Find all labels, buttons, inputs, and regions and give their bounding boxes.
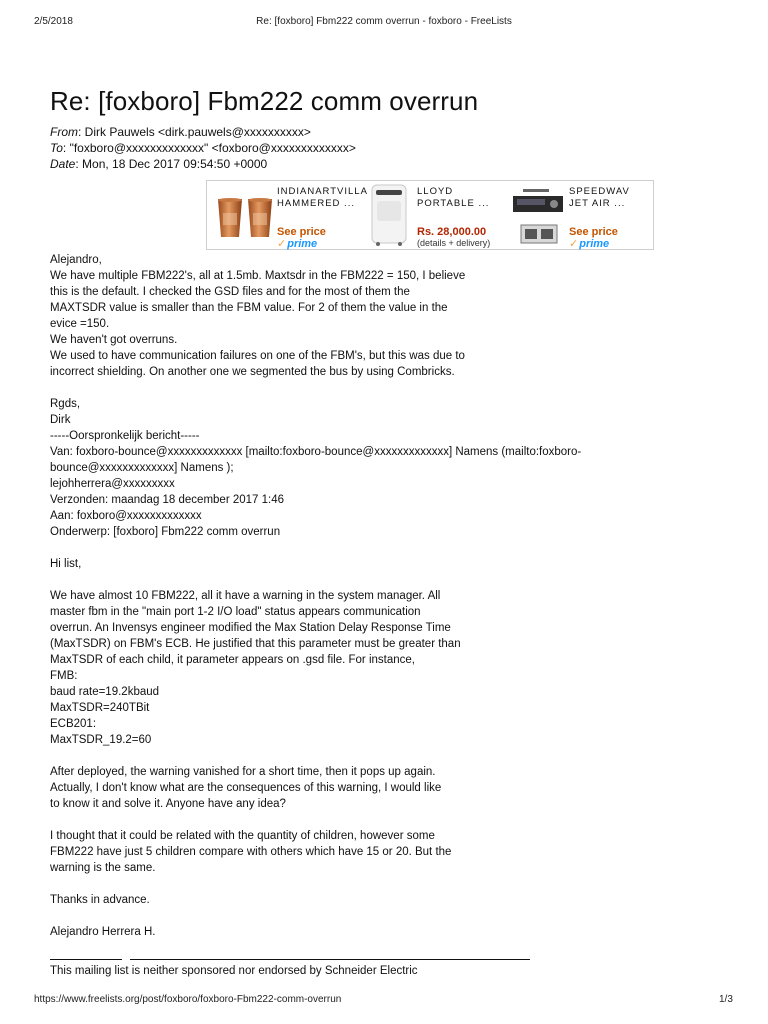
body-line: We haven't got overruns. (50, 334, 178, 346)
body-line: overrun. An Invensys engineer modified the Max Station Delay Response Time (50, 622, 451, 634)
body-line: Alejandro Herrera H. (50, 926, 156, 938)
body-line: Actually, I don't know what are the consequences of this warning, I would like (50, 782, 442, 794)
signature-separator (50, 955, 530, 961)
check-icon: ✓ (569, 238, 579, 250)
print-date: 2/5/2018 (34, 16, 73, 27)
date-value: : Mon, 18 Dec 2017 09:54:50 +0000 (75, 157, 268, 171)
from-label: From (50, 125, 78, 139)
body-line: MaxTSDR of each child, it parameter appears on .gsd file. For instance, (50, 654, 415, 666)
from-value: : Dirk Pauwels <dirk.pauwels@xxxxxxxxxx> (78, 125, 311, 139)
car-stereo-image[interactable] (511, 189, 565, 245)
blank-line (50, 572, 630, 588)
message-subject: Re: [foxboro] Fbm222 comm overrun (50, 86, 479, 116)
body-line: Thanks in advance. (50, 894, 150, 906)
ad-1-name-line1[interactable]: INDIANARTVILLA (277, 186, 368, 197)
body-line: evice =150. (50, 318, 110, 330)
body-line: lejohherrera@xxxxxxxxx (50, 478, 175, 490)
body-line: Dirk (50, 414, 71, 426)
ad-item-3[interactable] (507, 181, 653, 249)
ad-1-price[interactable]: See price (277, 226, 326, 238)
date-header (50, 156, 356, 172)
body-line: baud rate=19.2kbaud (50, 686, 160, 698)
ad-3-price[interactable]: See price (569, 226, 618, 238)
body-line: Verzonden: maandag 18 december 2017 1:46 (50, 494, 285, 506)
check-icon: ✓ (277, 238, 287, 250)
body-line: After deployed, the warning vanished for a short time, then it pops up again. (50, 766, 436, 778)
to-value: : "foxboro@xxxxxxxxxxxxx" <foxboro@xxxxxxxxxxxxx> (62, 141, 356, 155)
body-line: MAXTSDR value is smaller than the FBM value. For 2 of them the value in the (50, 302, 448, 314)
body-line: Aan: foxboro@xxxxxxxxxxxxx (50, 510, 202, 522)
ad-item-1[interactable] (207, 181, 368, 250)
body-line: Onderwerp: [foxboro] Fbm222 comm overrun (50, 526, 281, 538)
body-line: MaxTSDR=240TBit (50, 702, 150, 714)
ad-3-name-line2[interactable]: JET AIR ... (569, 198, 626, 209)
body-line: We used to have communication failures on one of the FBM's, but this was due to (50, 350, 465, 362)
body-line: I thought that it could be related with the quantity of children, however some (50, 830, 435, 842)
to-header (50, 140, 356, 156)
body-line: to know it and solve it. Anyone have any idea? (50, 798, 286, 810)
ad-1-name-line2[interactable]: HAMMERED ... (277, 198, 355, 209)
body-line: incorrect shielding. On another one we segmented the bus by using Combricks. (50, 366, 455, 378)
body-line: MaxTSDR_19.2=60 (50, 734, 152, 746)
body-line: Hi list, (50, 558, 82, 570)
blank-line (50, 380, 630, 396)
ad-item-2[interactable] (357, 181, 507, 249)
ad-2-price[interactable]: Rs. 28,000.00 (417, 226, 487, 238)
blank-line (50, 876, 630, 892)
ad-2-price-note: (details + delivery) (417, 238, 491, 248)
blank-line (50, 908, 630, 924)
ad-2-name-line1[interactable]: LLOYD (417, 186, 454, 197)
from-header (50, 124, 356, 140)
body-line: FBM222 have just 5 children compare with others which have 15 or 20. But the (50, 846, 452, 858)
ad-1-prime-badge: ✓prime (277, 238, 318, 250)
ad-2-name-line2[interactable]: PORTABLE ... (417, 198, 490, 209)
message-headers (50, 124, 356, 172)
body-line: master fbm in the "main port 1-2 I/O load" status appears communication (50, 606, 421, 618)
blank-line (50, 812, 630, 828)
body-line: Rgds, (50, 398, 81, 410)
portable-air-conditioner-image[interactable] (367, 183, 411, 247)
body-line: -----Oorspronkelijk bericht----- (50, 430, 200, 442)
to-label: To (50, 141, 63, 155)
ad-3-prime-badge: ✓prime (569, 238, 610, 250)
body-line: warning is the same. (50, 862, 156, 874)
body-line: Alejandro, (50, 254, 102, 266)
ad-3-name-line1[interactable]: SPEEDWAV (569, 186, 630, 197)
print-page-title: Re: [foxboro] Fbm222 comm overrun - foxboro - FreeLists (256, 16, 512, 27)
page-number: 1/3 (719, 994, 733, 1005)
body-line: ECB201: (50, 718, 97, 730)
body-line: FMB: (50, 670, 78, 682)
body-line: this is the default. I checked the GSD files and for the most of them the (50, 286, 410, 298)
body-line: We have almost 10 FBM222, all it have a warning in the system manager. All (50, 590, 441, 602)
date-label: Date (50, 157, 76, 171)
blank-line (50, 748, 630, 764)
mailing-list-disclaimer: This mailing list is neither sponsored nor endorsed by Schneider Electric (50, 965, 418, 977)
print-header (0, 16, 768, 30)
blank-line (50, 540, 630, 556)
page-url: https://www.freelists.org/post/foxboro/foxboro-Fbm222-comm-overrun (34, 994, 342, 1005)
copper-tumblers-image[interactable] (215, 197, 275, 241)
body-line: Van: foxboro-bounce@xxxxxxxxxxxxx [mailto:foxboro-bounce@xxxxxxxxxxxxx] Namens (mailto:foxboro- (50, 446, 582, 458)
body-line: We have multiple FBM222's, all at 1.5mb. Maxtsdr in the FBM222 = 150, I believe (50, 270, 466, 282)
message-body (50, 252, 630, 940)
ad-banner[interactable] (206, 180, 654, 250)
body-line: (MaxTSDR) on FBM's ECB. He justified that this parameter must be greater than (50, 638, 461, 650)
body-line: bounce@xxxxxxxxxxxxx] Namens ); (50, 462, 234, 474)
